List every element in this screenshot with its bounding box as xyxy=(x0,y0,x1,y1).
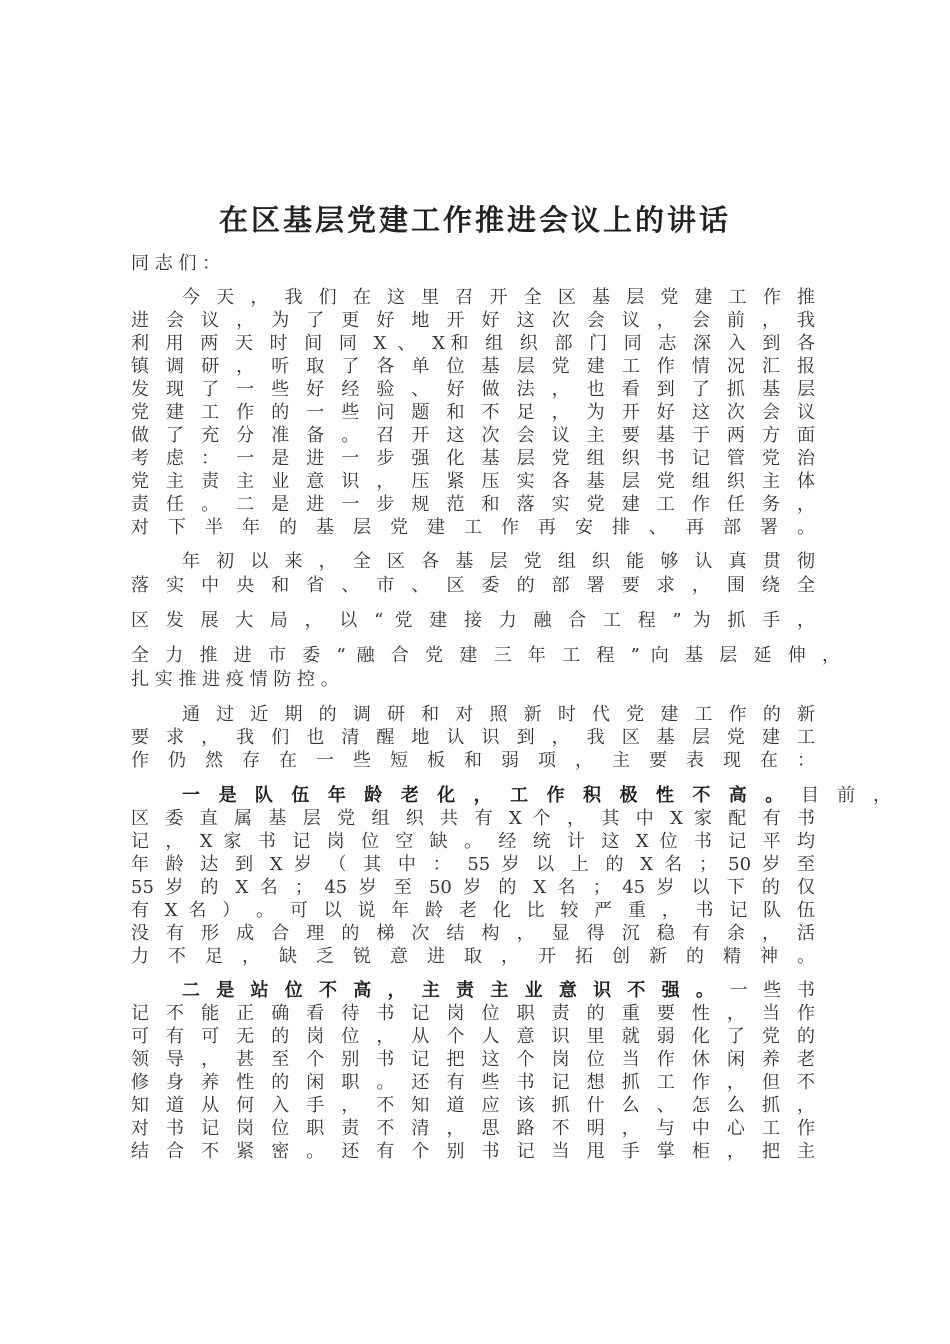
salutation: 同 志 们 ： xyxy=(131,253,221,274)
paragraph-line: 对 下 半 年 的 基 层 党 建 工 作 再 安 排 、 再 部 署 。 xyxy=(131,517,815,538)
paragraph-line: 党 建 工 作 的 一 些 问 题 和 不 足 ， 为 开 好 这 次 会 议 xyxy=(131,402,815,423)
paragraph-line: 年 龄 达 到 X 岁 （ 其 中 ： 55 岁 以 上 的 X 名 ； 50 岁 至 xyxy=(131,854,815,875)
paragraph-line: 55 岁 的 X 名 ； 45 岁 至 50 岁 的 X 名 ； 45 岁 以 下 的 仅 xyxy=(131,877,815,898)
paragraph-line: 知 道 从 何 入 手 ， 不 知 道 应 该 抓 什 么 、 怎 么 抓 ， xyxy=(131,1095,815,1116)
paragraph-line: 作 仍 然 存 在 一 些 短 板 和 弱 项 ， 主 要 表 现 在 ： xyxy=(131,750,815,771)
paragraph-line: 发 现 了 一 些 好 经 验 、 好 做 法 ， 也 看 到 了 抓 基 层 xyxy=(131,379,815,400)
document-title: 在区基层党建工作推进会议上的讲话 xyxy=(218,203,731,237)
paragraph-line: 区 发 展 大 局 ， 以 “ 党 建 接 力 融 合 工 程 ” 为 抓 手 ， xyxy=(131,610,815,631)
bold-heading: 一 是 队 伍 年 龄 老 化 ， 工 作 积 极 性 不 高 。 xyxy=(182,785,790,806)
paragraph-line: 有 X 名 ） 。 可 以 说 年 龄 老 化 比 较 严 重 ， 书 记 队 伍 xyxy=(131,900,815,921)
paragraph-line: 今 天 ， 我 们 在 这 里 召 开 全 区 基 层 党 建 工 作 推 xyxy=(182,287,815,308)
paragraph-line: 年 初 以 来 ， 全 区 各 基 层 党 组 织 能 够 认 真 贯 彻 xyxy=(182,551,815,572)
paragraph-line: 利 用 两 天 时 间 同 X 、 X和 组 织 部 门 同 志 深 入 到 各 xyxy=(131,333,815,354)
paragraph-line: 全 力 推 进 市 委 “ 融 合 党 建 三 年 工 程 ” 向 基 层 延 伸 ， xyxy=(131,645,840,666)
paragraph-line: 结 合 不 紧 密 。 还 有 个 别 书 记 当 甩 手 掌 柜 ， 把 主 xyxy=(131,1141,815,1162)
paragraph-text: 目 前 ， xyxy=(789,785,891,806)
paragraph-line: 进 会 议 ， 为 了 更 好 地 开 好 这 次 会 议 ， 会 前 ， 我 xyxy=(131,310,815,331)
paragraph-line: 扎 实 推 进 疫 情 防 控 。 xyxy=(131,669,339,690)
paragraph-line: 可 有 可 无 的 岗 位 ， 从 个 人 意 识 里 就 弱 化 了 党 的 xyxy=(131,1026,815,1047)
paragraph-line: 党 主 责 主 业 意 识 ， 压 紧 压 实 各 基 层 党 组 织 主 体 xyxy=(131,471,815,492)
paragraph-line: 镇 调 研 ， 听 取 了 各 单 位 基 层 党 建 工 作 情 况 汇 报 xyxy=(131,356,815,377)
paragraph-line xyxy=(182,784,891,808)
paragraph-line: 要 求 ， 我 们 也 清 醒 地 认 识 到 ， 我 区 基 层 党 建 工 xyxy=(131,727,815,748)
paragraph-line: 责 任 。 二 是 进 一 步 规 范 和 落 实 党 建 工 作 任 务 ， xyxy=(131,494,815,515)
paragraph-line: 记 不 能 正 确 看 待 书 记 岗 位 职 责 的 重 要 性 ， 当 作 xyxy=(131,1003,815,1024)
paragraph-line: 没 有 形 成 合 理 的 梯 次 结 构 ， 显 得 沉 稳 有 余 ， 活 xyxy=(131,923,815,944)
paragraph-line: 记 ， X 家 书 记 岗 位 空 缺 。 经 统 计 这 X 位 书 记 平 均 xyxy=(131,831,815,852)
paragraph-line: 做 了 充 分 准 备 。 召 开 这 次 会 议 主 要 基 于 两 方 面 xyxy=(131,425,815,446)
paragraph-line xyxy=(182,979,815,1003)
paragraph-line: 力 不 足 ， 缺 乏 锐 意 进 取 ， 开 拓 创 新 的 精 神 。 xyxy=(131,946,815,967)
paragraph-line: 落 实 中 央 和 省 、 市 、 区 委 的 部 署 要 求 ， 围 绕 全 xyxy=(131,575,815,596)
paragraph-line: 修 身 养 性 的 闲 职 。 还 有 些 书 记 想 抓 工 作 ， 但 不 xyxy=(131,1072,815,1093)
paragraph-line: 考 虑 ： 一 是 进 一 步 强 化 基 层 党 组 织 书 记 管 党 治 xyxy=(131,448,815,469)
paragraph-line: 领 导 ， 甚 至 个 别 书 记 把 这 个 岗 位 当 作 休 闲 养 老 xyxy=(131,1049,815,1070)
bold-heading: 二 是 站 位 不 高 ， 主 责 主 业 意 识 不 强 。 xyxy=(182,980,719,1001)
paragraph-line: 通 过 近 期 的 调 研 和 对 照 新 时 代 党 建 工 作 的 新 xyxy=(182,704,815,725)
paragraph-line: 区 委 直 属 基 层 党 组 织 共 有 X 个 ， 其 中 X 家 配 有 书 xyxy=(131,808,815,829)
paragraph-text: 一 些 书 xyxy=(718,980,816,1001)
paragraph-line: 对 书 记 岗 位 职 责 不 清 ， 思 路 不 明 ， 与 中 心 工 作 xyxy=(131,1118,815,1139)
